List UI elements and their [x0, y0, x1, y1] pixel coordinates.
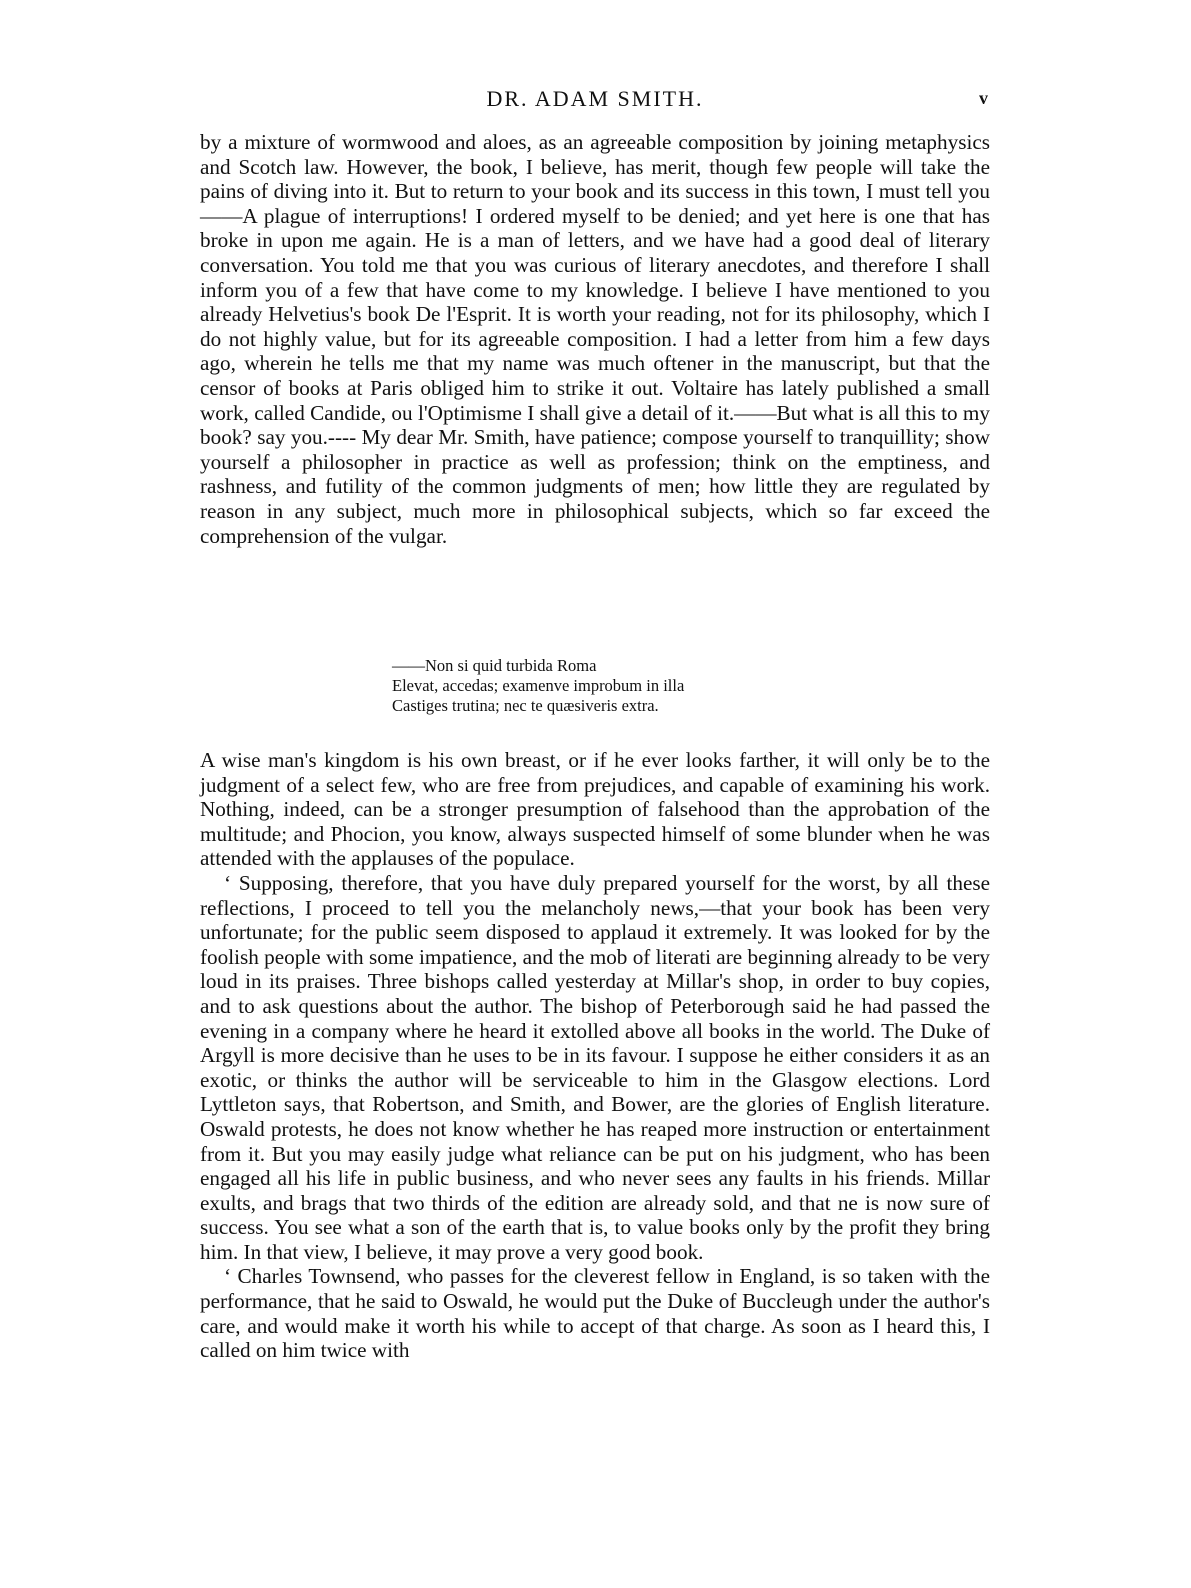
latin-quotation [392, 656, 812, 716]
quote-line: Elevat, accedas; examenve improbum in illa [392, 676, 685, 695]
paragraph: ‘ Supposing, therefore, that you have duly prepared yourself for the worst, by all these reflections, I proceed to tell you the melancholy news,—that your book has been very unfortunate; for the public seem disposed to applaud it extremely. It was looked for by the foolish people with some impatience, and the mob of literati are beginning already to be very loud in its praises. Three bishops called yesterday at Millar's shop, in order to buy copies, and to ask questions about the author. The bishop of Peterborough said he had passed the evening in a company where he heard it extolled above all books in the world. The Duke of Argyll is more decisive than he uses to be in its favour. I suppose he either considers it as an exotic, or thinks the author will be serviceable to him in the Glasgow elections. Lord Lyttleton says, that Robertson, and Smith, and Bower, are the glories of English literature. Oswald protests, he does not know whether he has reaped more instruction or entertainment from it. But you may easily judge what reliance can be put on his judgment, who has been engaged all his life in public business, and who never sees any faults in his friends. Millar exults, and brags that two thirds of the edition are already sold, and that ne is now sure of success. You see what a son of the earth that is, to value books only by the profit they bring him. In that view, I believe, it may prove a very good book. [200, 870, 990, 1264]
text-block-lower [200, 748, 990, 1363]
text-block-upper [200, 130, 990, 548]
quote-line: ——Non si quid turbida Roma [392, 656, 597, 675]
paragraph: by a mixture of wormwood and aloes, as an agreeable composition by joining metaphysics and Scotch law. However, the book, I believe, has merit, though few people will take the pains of diving into it. But to return to your book and its success in this town, I must tell you——A plague of interruptions! I ordered myself to be denied; and yet here is one that has broke in upon me again. He is a man of letters, and we have had a good deal of literary conversation. You told me that you was curious of literary anecdotes, and therefore I shall inform you of a few that have come to my knowledge. I believe I have mentioned to you already Helvetius's book De l'Esprit. It is worth your reading, not for its philosophy, which I do not highly value, but for its agreeable composition. I had a letter from him a few days ago, wherein he tells me that my name was much oftener in the manuscript, but that the censor of books at Paris obliged him to strike it out. Voltaire has lately published a small work, called Candide, ou l'Optimisme I shall give a detail of it.——But what is all this to my book? say you.---- My dear Mr. Smith, have patience; compose yourself to tranquillity; show yourself a philosopher in practice as well as profession; think on the emptiness, and rashness, and futility of the common judgments of men; how little they are regulated by reason in any subject, much more in philosophical subjects, which so far exceed the comprehension of the vulgar. [200, 130, 990, 548]
running-head [200, 86, 990, 114]
quote-line: Castiges trutina; nec te quæsiveris extra. [392, 696, 659, 715]
page-number: v [979, 88, 988, 108]
paragraph: ‘ Charles Townsend, who passes for the cleverest fellow in England, is so taken with the performance, that he said to Oswald, he would put the Duke of Buccleugh under the author's care, and would make it worth his while to accept of that charge. As soon as I heard this, I called on him twice with [200, 1264, 990, 1363]
running-title: DR. ADAM SMITH. [486, 86, 704, 111]
paragraph: A wise man's kingdom is his own breast, or if he ever looks farther, it will only be to the judgment of a select few, who are free from prejudices, and capable of examining his work. Nothing, indeed, can be a stronger presumption of falsehood than the approbation of the multitude; and Phocion, you know, always suspected himself of some blunder when he was attended with the applauses of the populace. [200, 748, 990, 871]
